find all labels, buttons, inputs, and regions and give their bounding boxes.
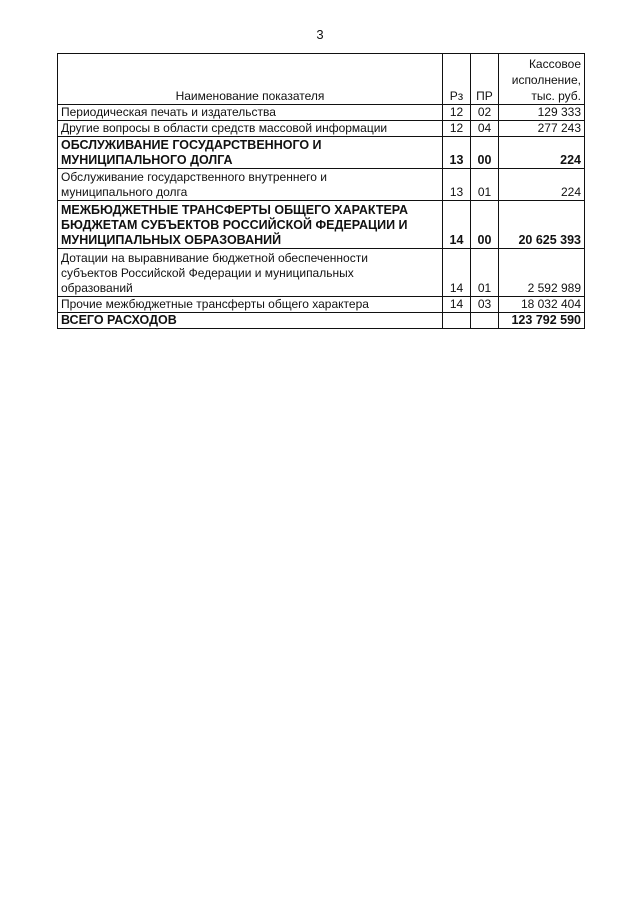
row-rz: 12 xyxy=(443,121,471,137)
table-row xyxy=(58,297,585,313)
row-name-line: субъектов Российской Федерации и муниципальных xyxy=(61,266,354,280)
row-name-line: образований xyxy=(61,281,133,295)
header-pr: ПР xyxy=(471,54,499,105)
row-name-line: Другие вопросы в области средств массовой информации xyxy=(61,121,388,135)
row-name-line: ВСЕГО РАСХОДОВ xyxy=(61,313,177,327)
row-name-line: БЮДЖЕТАМ СУБЪЕКТОВ РОССИЙСКОЙ ФЕДЕРАЦИИ И xyxy=(61,218,408,232)
row-rz: 14 xyxy=(443,297,471,313)
row-amount: 277 243 xyxy=(499,121,585,137)
row-pr: 01 xyxy=(471,249,499,297)
table-row xyxy=(58,249,585,297)
row-pr: 01 xyxy=(471,169,499,201)
row-name xyxy=(58,169,443,201)
row-name-line: Периодическая печать и издательства xyxy=(61,105,276,119)
table-row xyxy=(58,105,585,121)
row-name-line: Прочие межбюджетные трансферты общего характера xyxy=(61,297,369,311)
expenditure-table xyxy=(57,53,585,329)
row-rz: 14 xyxy=(443,249,471,297)
row-pr: 04 xyxy=(471,121,499,137)
row-name-line: МУНИЦИПАЛЬНЫХ ОБРАЗОВАНИЙ xyxy=(61,233,282,247)
row-name xyxy=(58,297,443,313)
table-row xyxy=(58,137,585,169)
row-name xyxy=(58,313,443,329)
row-amount: 2 592 989 xyxy=(499,249,585,297)
table-row xyxy=(58,201,585,249)
row-amount: 123 792 590 xyxy=(499,313,585,329)
table-row xyxy=(58,169,585,201)
header-amount-line: тыс. руб. xyxy=(531,89,581,103)
row-name-line: Дотации на выравнивание бюджетной обеспеченности xyxy=(61,251,368,265)
row-name-line: Обслуживание государственного внутреннего и xyxy=(61,170,327,184)
row-rz: 13 xyxy=(443,137,471,169)
row-amount: 18 032 404 xyxy=(499,297,585,313)
row-amount: 129 333 xyxy=(499,105,585,121)
table-header-row xyxy=(58,54,585,105)
header-rz: Рз xyxy=(443,54,471,105)
row-name-line: муниципального долга xyxy=(61,185,188,199)
header-amount xyxy=(499,54,585,105)
table-total-row xyxy=(58,313,585,329)
row-name xyxy=(58,121,443,137)
header-amount-line: исполнение, xyxy=(511,73,581,87)
page-number: 3 xyxy=(316,27,324,42)
row-pr xyxy=(471,313,499,329)
row-amount: 224 xyxy=(499,137,585,169)
row-pr: 02 xyxy=(471,105,499,121)
row-pr: 00 xyxy=(471,201,499,249)
row-rz: 12 xyxy=(443,105,471,121)
row-amount: 224 xyxy=(499,169,585,201)
table-row xyxy=(58,121,585,137)
row-pr: 00 xyxy=(471,137,499,169)
row-rz xyxy=(443,313,471,329)
row-name xyxy=(58,249,443,297)
header-name: Наименование показателя xyxy=(58,54,443,105)
row-name xyxy=(58,201,443,249)
row-amount: 20 625 393 xyxy=(499,201,585,249)
row-name-line: ОБСЛУЖИВАНИЕ ГОСУДАРСТВЕННОГО И xyxy=(61,138,322,152)
row-name-line: МЕЖБЮДЖЕТНЫЕ ТРАНСФЕРТЫ ОБЩЕГО ХАРАКТЕРА xyxy=(61,203,409,217)
row-rz: 13 xyxy=(443,169,471,201)
header-amount-line: Кассовое xyxy=(528,57,581,71)
row-rz: 14 xyxy=(443,201,471,249)
row-name xyxy=(58,137,443,169)
row-name-line: МУНИЦИПАЛЬНОГО ДОЛГА xyxy=(61,153,233,167)
row-pr: 03 xyxy=(471,297,499,313)
row-name xyxy=(58,105,443,121)
